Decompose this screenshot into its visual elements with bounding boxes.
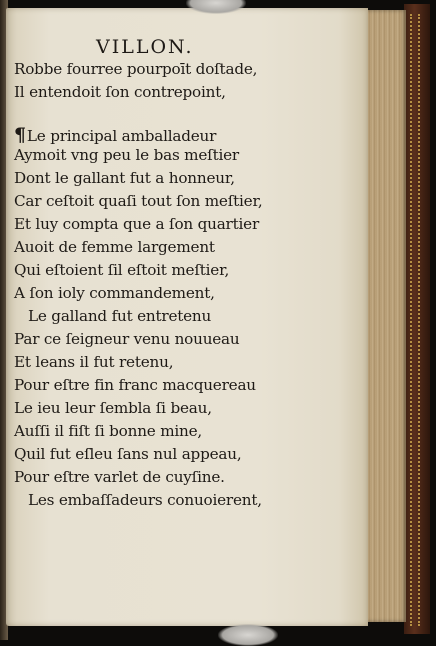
verse-line-with-pilcrow [14,124,216,146]
verse-line: Par ce ſeigneur venu nouueau [14,330,240,348]
page-block-edge [366,10,406,622]
verse-line-text: Le principal amballadeur [26,127,217,145]
running-head: VILLON. [96,36,194,58]
verse-line: Pour eſtre fin franc macquereau [14,376,256,394]
verse-line: Quil fut eſleu ſans nul appeau, [14,445,242,463]
verse-line: Aymoit vng peu le bas meſtier [14,146,239,164]
verse-line: Robbe fourree pourpoīt doſtade, [14,60,258,78]
verse-line: Il entendoit ſon contrepoint, [14,83,226,101]
pilcrow-mark: ¶ [14,124,26,146]
verse-line: Car ceſtoit quaſi tout ſon meſtier, [14,192,263,210]
verse-line: Et leans il fut retenu, [14,353,174,371]
gilt-tooling [410,14,420,626]
verse-line: Auoit de femme largement [14,238,215,256]
verse-line: Pour eſtre varlet de cuyſine. [14,468,225,486]
verse-line: Auſſi il fiſt ſi bonne mine, [14,422,203,440]
verse-line: A ſon ioly commandement, [14,284,215,302]
verse-line: Dont le gallant fut a honneur, [14,169,235,187]
bottom-clip [218,624,278,646]
verse-line: Le ieu leur ſembla ſi beau, [14,399,212,417]
verse-line: Le galland fut entretenu [28,307,212,325]
verse-line: Les embaſſadeurs conuoierent, [28,491,262,509]
top-clip [186,0,246,14]
verse-line: Et luy compta que a ſon quartier [14,215,260,233]
verse-line: Qui eſtoient ſil eſtoit meſtier, [14,261,230,279]
